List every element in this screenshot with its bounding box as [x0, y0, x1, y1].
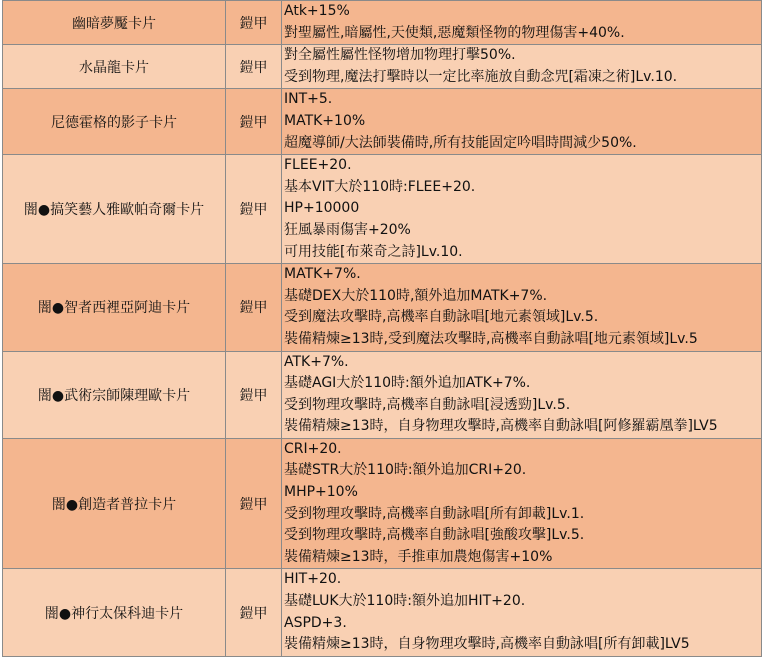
card-name: 幽暗夢魘卡片: [3, 1, 226, 45]
card-table: [2, 0, 762, 657]
effect-line: 基礎DEX大於110時,額外追加MATK+7%.: [284, 287, 548, 304]
effect-line: 裝備精煉≥13時，手推車加農炮傷害+10%: [284, 548, 553, 565]
equip-slot: 鎧甲: [226, 155, 282, 264]
card-effects: [282, 45, 762, 89]
card-effects: [282, 569, 762, 656]
card-table-body: [3, 1, 762, 657]
effect-line: 基礎LUK大於110時:額外追加HIT+20.: [284, 593, 526, 610]
effect-line: ASPD+3.: [284, 614, 347, 631]
effect-line: 對聖屬性,暗屬性,天使類,惡魔類怪物的物理傷害+40%.: [284, 24, 625, 41]
effect-line: 裝備精煉≥13時，自身物理攻擊時,高機率自動詠唱[所有卸載]LV5: [284, 636, 690, 653]
card-effects: [282, 438, 762, 569]
card-name: 闇●創造者普拉卡片: [3, 438, 226, 569]
equip-slot: 鎧甲: [226, 264, 282, 351]
effect-line: HP+10000: [284, 200, 360, 217]
effect-line: 受到魔法攻擊時,高機率自動詠唱[地元素領域]Lv.5.: [284, 309, 599, 326]
equip-slot: 鎧甲: [226, 351, 282, 438]
table-row: [3, 45, 762, 89]
card-name: 尼德霍格的影子卡片: [3, 89, 226, 155]
effect-line: CRI+20.: [284, 440, 342, 457]
card-name: 闇●武術宗師陳理歐卡片: [3, 351, 226, 438]
effect-line: 裝備精煉≥13時，自身物理攻擊時,高機率自動詠唱[阿修羅霸凰拳]LV5: [284, 418, 718, 435]
effect-line: 超魔導師/大法師裝備時,所有技能固定吟唱時間減少50%.: [284, 134, 637, 151]
table-row: [3, 351, 762, 438]
effect-line: MHP+10%: [284, 484, 358, 501]
card-name: 闇●智者西裡亞阿迪卡片: [3, 264, 226, 351]
card-name: 闇●搞笑藝人雅歐帕奇爾卡片: [3, 155, 226, 264]
table-row: [3, 264, 762, 351]
equip-slot: 鎧甲: [226, 45, 282, 89]
effect-line: 可用技能[布萊奇之詩]Lv.10.: [284, 243, 463, 260]
effect-line: ATK+7%.: [284, 353, 349, 370]
card-effects: [282, 89, 762, 155]
effect-line: 受到物理攻擊時,高機率自動詠唱[強酸攻擊]Lv.5.: [284, 527, 585, 544]
card-effects: [282, 351, 762, 438]
effect-line: FLEE+20.: [284, 157, 352, 174]
table-row: [3, 155, 762, 264]
effect-line: 受到物理攻擊時,高機率自動詠唱[浸透勁]Lv.5.: [284, 396, 571, 413]
card-name: 闇●神行太保科迪卡片: [3, 569, 226, 656]
effect-line: 狂風暴雨傷害+20%: [284, 221, 411, 238]
effect-line: 裝備精煉≥13時,受到魔法攻擊時,高機率自動詠唱[地元素領域]Lv.5: [284, 330, 698, 347]
effect-line: 受到物理攻擊時,高機率自動詠唱[所有卸載]Lv.1.: [284, 505, 585, 522]
effect-line: Atk+15%: [284, 3, 350, 19]
effect-line: INT+5.: [284, 91, 333, 108]
table-row: [3, 89, 762, 155]
effect-line: 基礎AGI大於110時:額外追加ATK+7%.: [284, 375, 531, 392]
effect-line: 對全屬性屬性怪物增加物理打擊50%.: [284, 47, 516, 64]
card-effects: [282, 155, 762, 264]
card-name: 水晶龍卡片: [3, 45, 226, 89]
table-row: [3, 438, 762, 569]
effect-line: MATK+10%: [284, 112, 366, 129]
equip-slot: 鎧甲: [226, 1, 282, 45]
effect-line: 基礎STR大於110時:額外追加CRI+20.: [284, 462, 527, 479]
equip-slot: 鎧甲: [226, 89, 282, 155]
effect-line: MATK+7%.: [284, 266, 361, 283]
table-row: [3, 1, 762, 45]
card-effects: [282, 1, 762, 45]
effect-line: HIT+20.: [284, 571, 342, 588]
card-effects: [282, 264, 762, 351]
equip-slot: 鎧甲: [226, 569, 282, 656]
table-row: [3, 569, 762, 656]
effect-line: 受到物理,魔法打擊時以一定比率施放自動念咒[霜凍之術]Lv.10.: [284, 68, 678, 85]
equip-slot: 鎧甲: [226, 438, 282, 569]
effect-line: 基本VIT大於110時:FLEE+20.: [284, 178, 476, 195]
